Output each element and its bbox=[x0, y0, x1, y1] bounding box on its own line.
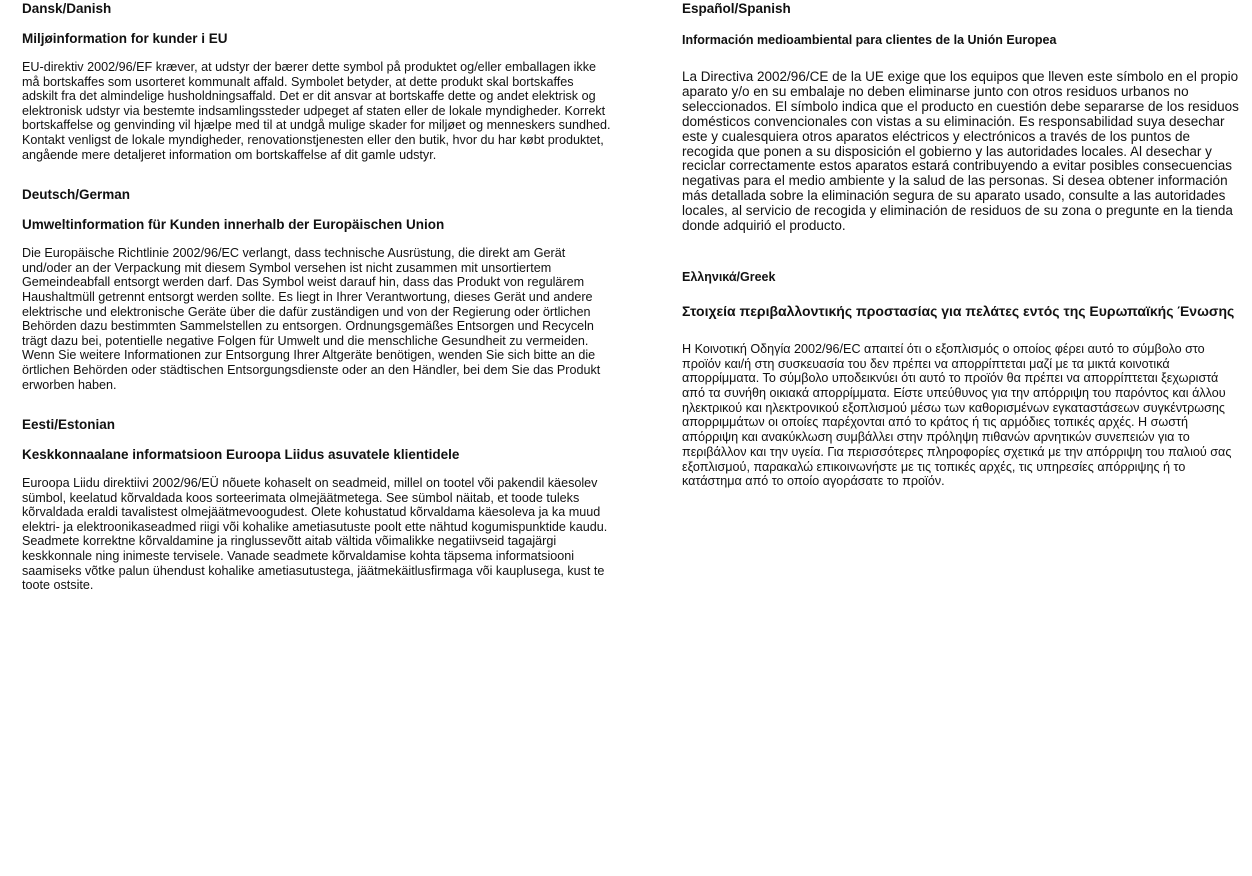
section-body: La Directiva 2002/96/CE de la UE exige que los equipos que lleven este símbolo en el propio aparato y/o en su embalaje no deben eliminarse junto con otros residuos urbanos no seleccionados. El símbolo indica que el producto en cuestión debe separarse de los residuos domésticos convencionales con vistas a su eliminación. Es responsabilidad suya desechar este y cualesquiera otros aparatos eléctricos y electrónicos a través de los puntos de recogida que ponen a su disposición el gobierno y las autoridades locales. Al desechar y reciclar correctamente estos aparatos estará contribuyendo a evitar posibles consecuencias negativas para el medio ambiente y la salud de las personas. Si desea obtener información más detallada sobre la eliminación segura de su aparato usado, consulte a las autoridades locales, al servicio de recogida y eliminación de residuos de su zona o pregunte en la tienda donde adquirió el producto. bbox=[682, 69, 1239, 234]
language-label: Español/Spanish bbox=[682, 1, 791, 16]
section-heading: Información medioambiental para clientes de la Unión Europea bbox=[682, 33, 1057, 47]
section-heading: Umweltinformation für Kunden innerhalb der Europäischen Union bbox=[22, 217, 445, 233]
section-estonian bbox=[22, 416, 612, 593]
section-danish bbox=[22, 0, 612, 162]
section-body: EU-direktiv 2002/96/EF kræver, at udstyr der bærer dette symbol på produktet og/eller emballagen ikke må bortskaffes som usorteret kommunalt affald. Symbolet betyder, at dette produkt skal bortskaffes adskilt fra det almindelige husholdningsaffald. Det er dit ansvar at bortskaffe dette og andet elektrisk og elektronisk udstyr via bestemte indsamlingssteder udpeget af staten eller de lokale myndigheder. Korrekt bortskaffelse og genvinding vil hjælpe med til at undgå mulige skader for miljøet og menneskers sundhed. Kontakt venligst de lokale myndigheder, renovationstjenesten eller den butik, hvor du har købt produktet, angående mere detaljeret information om bortskaffelse af dit gamle udstyr. bbox=[22, 60, 611, 162]
section-greek bbox=[682, 268, 1242, 489]
section-german bbox=[22, 186, 612, 392]
section-body: Η Κοινοτική Οδηγία 2002/96/EC απαιτεί ότι ο εξοπλισμός ο οποίος φέρει αυτό το σύμβολο στο προϊόν και/ή στη συσκευασία του δεν πρέπει να απορρίπτεται μαζί με τα μικτά κοινοτικά απορρίμματα. Το σύμβολο υποδεικνύει ότι αυτό το προϊόν θα πρέπει να απορρίπτεται ξεχωριστά από τα συνήθη οικιακά απορρίμματα. Είστε υπεύθυνος για την απόρριψη του παρόντος και άλλου ηλεκτρικού και ηλεκτρονικού εξοπλισμού μέσω των καθορισμένων εγκαταστάσεων συγκέντρωσης απορριμμάτων οι οποίες παρέχονται από το κράτος ή τις αρμόδιες τοπικές αρχές. Η σωστή απόρριψη και ανακύκλωση συμβάλλει στην πρόληψη πιθανών αρνητικών συνεπειών για το περιβάλλον και την υγεία. Για περισσότερες πληροφορίες σχετικά με την απόρριψη του παλιού σας εξοπλισμού, παρακαλώ επικοινωνήστε με τις τοπικές αρχές, τις υπηρεσίες απόρριψης ή το κατάστημα από το οποίο αγοράσατε το προϊόν. bbox=[682, 341, 1232, 489]
left-column bbox=[22, 0, 612, 593]
section-spanish bbox=[682, 0, 1242, 234]
language-label: Ελληνικά/Greek bbox=[682, 269, 776, 284]
language-label: Eesti/Estonian bbox=[22, 417, 116, 433]
right-column bbox=[682, 0, 1242, 489]
section-heading: Στοιχεία περιβαλλοντικής προστασίας για πελάτες εντός της Ευρωπαϊκής Ένωσης bbox=[682, 302, 1235, 319]
section-heading: Keskkonnaalane informatsioon Euroopa Liidus asuvatele klientidele bbox=[22, 447, 460, 463]
language-label: Deutsch/German bbox=[22, 187, 131, 203]
section-body: Euroopa Liidu direktiivi 2002/96/EÜ nõuete kohaselt on seadmeid, millel on tootel või pakendil käesolev sümbol, keelatud kõrvaldada koos sorteerimata olmejäätmetega. See sümbol näitab, et toode tuleks kõrvaldada eraldi tavalistest olmejäätmevoogudest. Olete kohustatud kõrvaldama käesoleva ja ka muud elektri- ja elektroonikaseadmed riigi või kohalike ametiasutuste poolt ette nähtud kogumispunktide kaudu. Seadmete korrektne kõrvaldamine ja ringlussevõtt aitab vältida võimalikke negatiivseid tagajärgi keskkonnale ning inimeste tervisele. Vanade seadmete kõrvaldamise kohta täpsema informatsiooni saamiseks võtke palun ühendust kohalike ametiasutustega, jäätmekäitlusfirmaga või kauplusega, kust te toote ostsite. bbox=[22, 476, 608, 593]
section-body: Die Europäische Richtlinie 2002/96/EC verlangt, dass technische Ausrüstung, die direkt am Gerät und/oder an der Verpackung mit diesem Symbol versehen ist nicht zusammen mit unsortiertem Gemeindeabfall entsorgt werden darf. Das Symbol weist darauf hin, dass das Produkt von regulärem Haushaltmüll getrennt entsorgt werden sollte. Es liegt in Ihrer Verantwortung, dieses Gerät und andere elektrische und elektronische Geräte über die dafür zuständigen und von der Regierung oder örtlichen Behörden dazu bestimmten Sammelstellen zu entsorgen. Ordnungsgemäßes Entsorgen und Recyceln trägt dazu bei, potentielle negative Folgen für Umwelt und die menschliche Gesundheit zu vermeiden. Wenn Sie weitere Informationen zur Entsorgung Ihrer Altgeräte benötigen, wenden Sie sich bitte an die örtlichen Behörden oder städtischen Entsorgungsdienste oder an den Händler, bei dem Sie das Produkt erworben haben. bbox=[22, 246, 601, 392]
language-label: Dansk/Danish bbox=[22, 1, 112, 16]
section-heading: Miljøinformation for kunder i EU bbox=[22, 31, 228, 46]
